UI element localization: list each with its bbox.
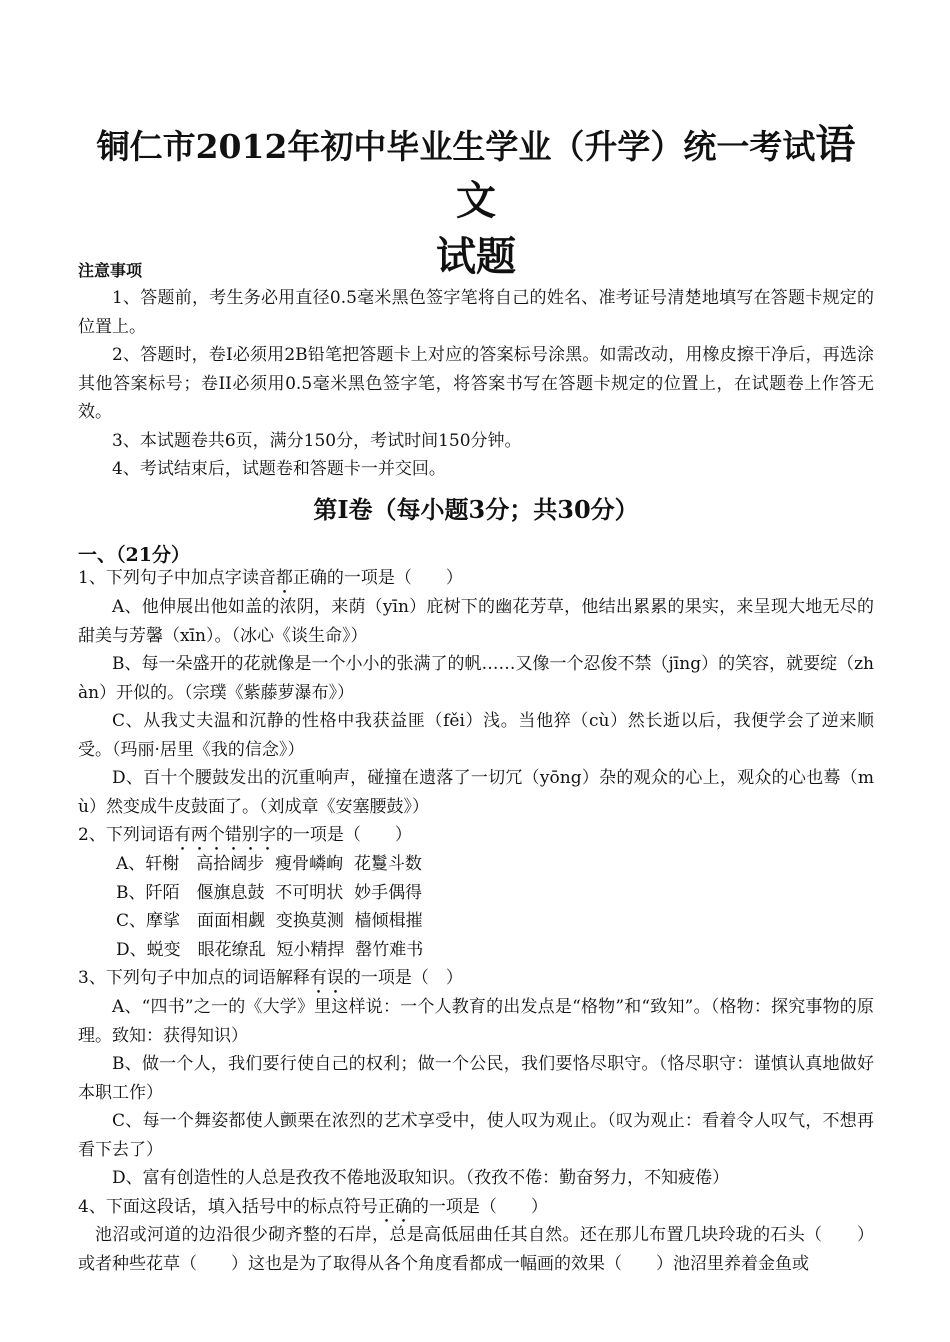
q1-option-a: A、他伸展出他如盖的浓阴，来荫（yīn）庇树下的幽花芳草，他结出累累的果实，来呈现大地无尽的甜美与芳馨（xīn）。（冰心《谈生命》） xyxy=(78,597,874,646)
title-subject: 语文 xyxy=(456,121,856,224)
notice-item-1: 1、答题前，考生务必用直径0.5毫米黑色签字笔将自己的姓名、准考证号清楚地填写在答题卡规定的位置上。 xyxy=(78,288,874,337)
notice-item-3: 3、本试题卷共6页，满分150分，考试时间150分钟。 xyxy=(112,431,522,451)
volume-title: 第I卷（每小题3分；共30分） xyxy=(313,495,639,524)
q1-option-b: B、每一朵盛开的花就像是一个小小的张满了的帆……又像一个忍俊不禁（jīng）的笑容，就要绽（zhàn）开似的。（宗璞《紫藤萝瀑布》） xyxy=(78,654,874,703)
exam-title xyxy=(78,118,874,284)
notice-item-4: 4、考试结束后，试题卷和答题卡一并交回。 xyxy=(112,459,446,479)
title-line-2: 试题 xyxy=(436,233,516,280)
q3-option-b: B、做一个人，我们要行使自己的权利；做一个公民，我们要恪尽职守。（恪尽职守：谨慎认真地做好本职工作） xyxy=(78,1054,874,1103)
q1-option-d: D、百十个腰鼓发出的沉重响声，碰撞在遗落了一切冗（yōng）杂的观众的心上，观众的心也蓦（mù）然变成牛皮鼓面了。（刘成章《安塞腰鼓》） xyxy=(78,768,874,817)
q4-stem: 4、下面这段话，填入括号中的标点符号正确的一项是（ ） xyxy=(78,1197,548,1217)
notice-heading: 注意事项 xyxy=(78,261,143,280)
q2-option-c: C、摩挲 面面相觑 变换莫测 樯倾楫摧 xyxy=(116,911,423,931)
q3-option-c: C、每一个舞姿都使人颤栗在浓烈的艺术享受中，使人叹为观止。（叹为观止：看着令人叹气，不想再看下去了） xyxy=(78,1111,874,1160)
q4-passage: 池沼或河道的边沿很少砌齐整的石岸，总是高低屈曲任其自然。还在那儿布置几块玲珑的石头（ ）或者种些花草（ ）这也是为了取得从各个角度看都成一幅画的效果（ ）池沼里养着金鱼或 xyxy=(78,1225,874,1274)
notice-item-2: 2、答题时，卷I必须用2B铅笔把答题卡上对应的答案标号涂黑。如需改动，用橡皮擦干净后，再选涂其他答案标号；卷II必须用0.5毫米黑色签字笔，将答案书写在答题卡规定的位置上，在试题卷上作答无效。 xyxy=(78,345,874,423)
q2-option-a: A、轩榭 高拾阔步 瘦骨嶙峋 花鬘斗数 xyxy=(116,854,422,874)
q2-option-d: D、蜕变 眼花缭乱 短小精捍 罄竹难书 xyxy=(116,940,424,960)
q3-stem: 3、下列句子中加点的词语解释有误的一项是（ ） xyxy=(78,968,463,988)
q3-option-a: A、“四书”之一的《大学》里这样说：一个人教育的出发点是“格物”和“致知”。（格物：探究事物的原理。致知：获得知识） xyxy=(78,997,874,1046)
title-line-1: 铜仁市2012年初中毕业生学业（升学）统一考试语文 xyxy=(96,121,856,224)
q3-option-d: D、富有创造性的人总是孜孜不倦地汲取知识。（孜孜不倦：勤奋努力，不知疲倦） xyxy=(112,1168,730,1188)
q2-stem: 2、下列词语有两个错别字的一项是（ ） xyxy=(78,825,412,845)
part-1-label: 一、（21分） xyxy=(78,544,190,566)
q1-stem: 1、下列句子中加点字读音都正确的一项是（ ） xyxy=(78,568,463,588)
q1-option-c: C、从我丈夫温和沉静的性格中我获益匪（fěi）浅。当他猝（cù）然长逝以后，我便学会了逆来顺受。（玛丽·居里《我的信念》） xyxy=(78,711,874,760)
q2-option-b: B、阡陌 偃旗息鼓 不可明状 妙手偶得 xyxy=(116,883,423,903)
